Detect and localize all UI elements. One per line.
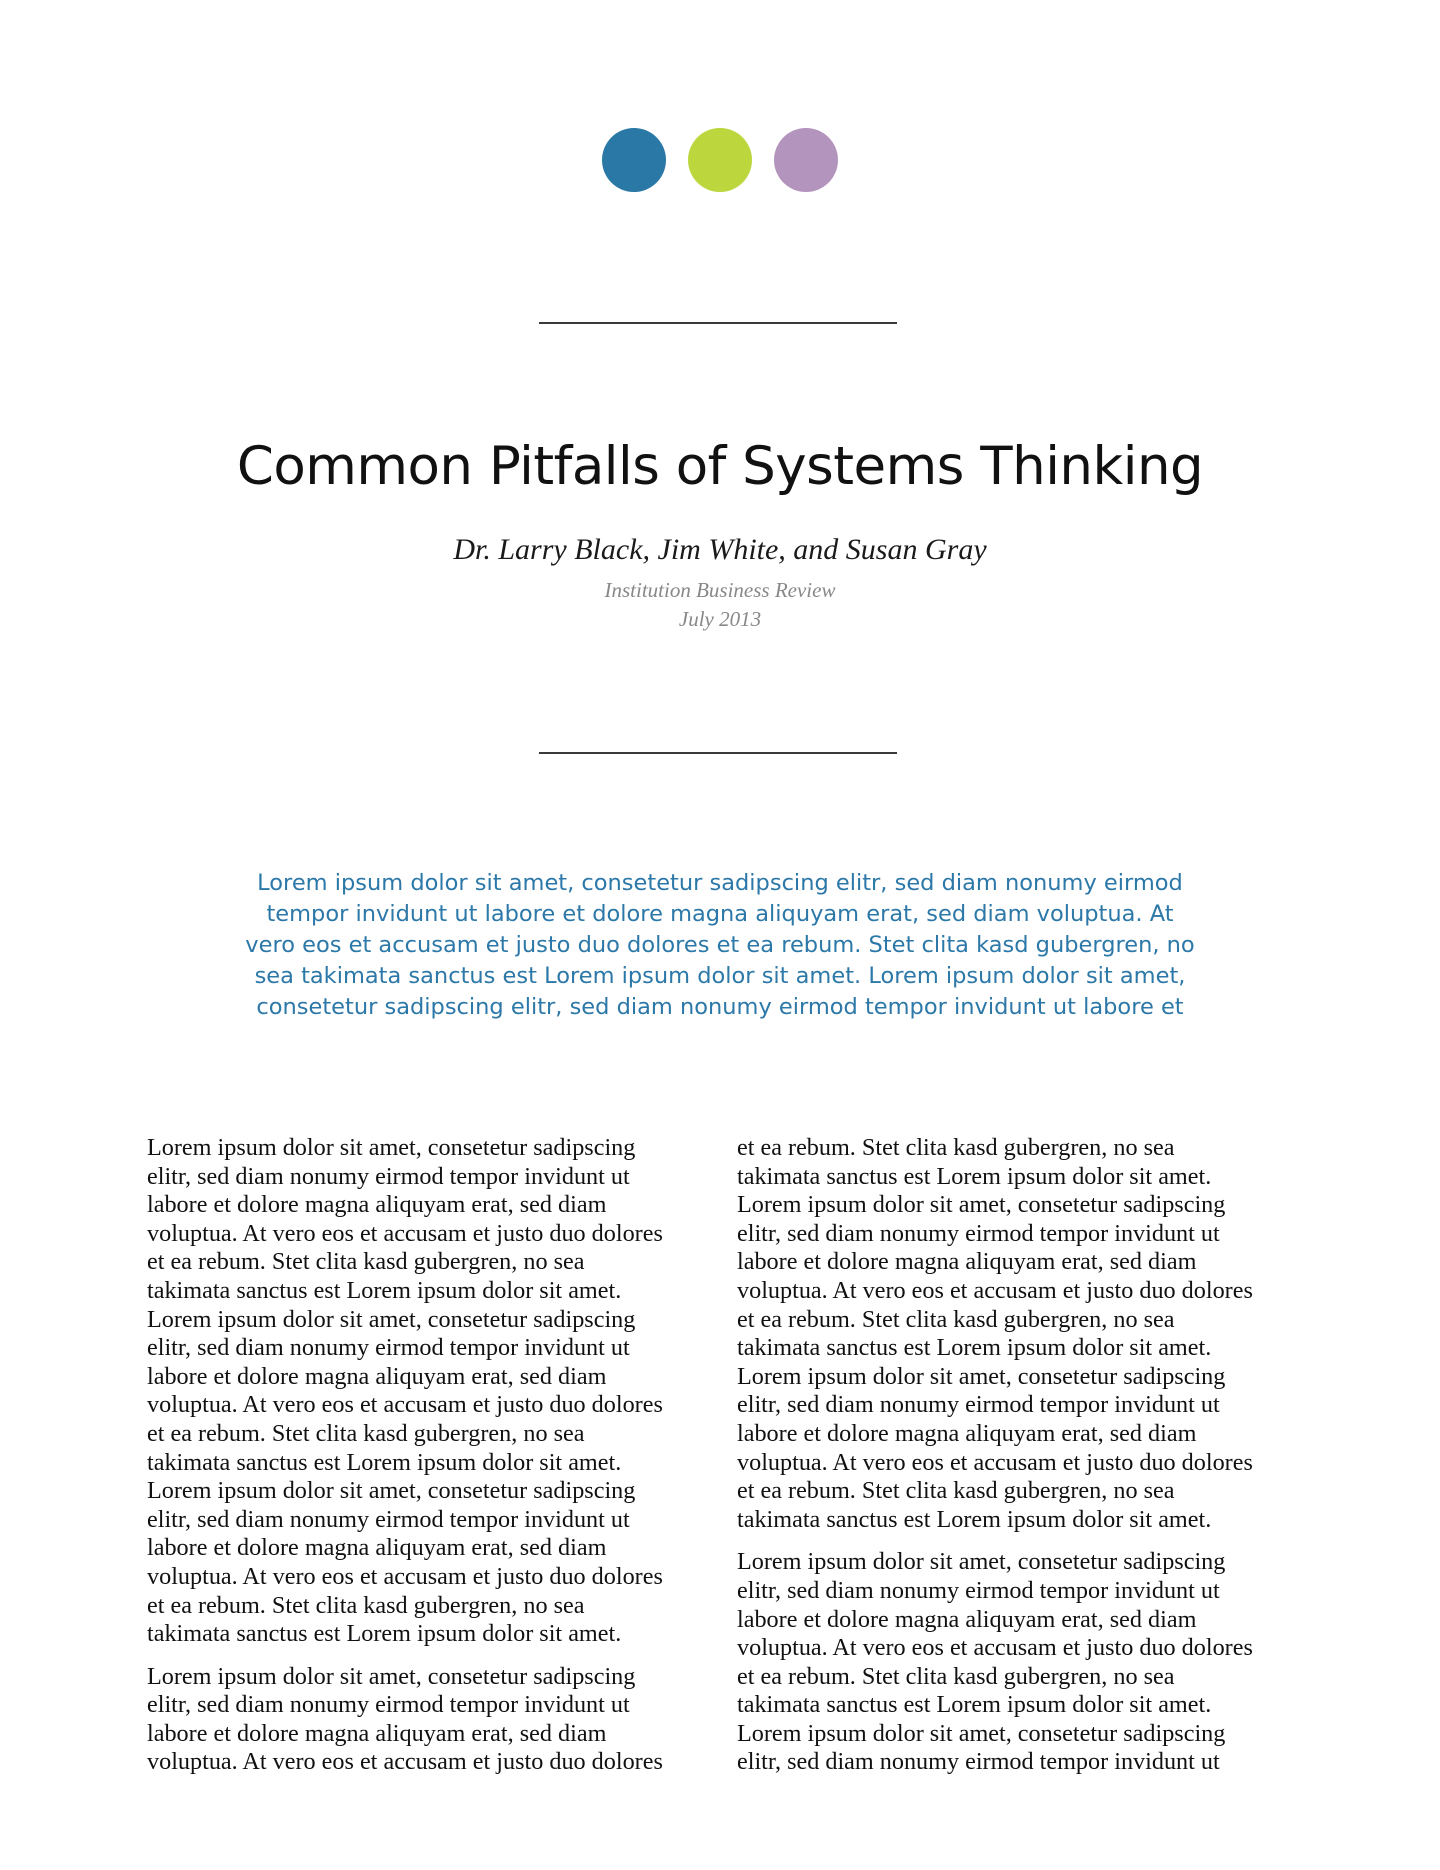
text-line: voluptua. At vero eos et accusam et justo duo dolores [147,1219,663,1247]
paragraph [147,1134,707,1649]
text-line: Lorem ipsum dolor sit amet, consetetur sadipscing [147,1477,636,1505]
text-line: Lorem ipsum dolor sit amet, consetetur sadipscing [737,1548,1226,1576]
paragraph-gap [147,1649,707,1663]
top-divider [539,322,897,324]
document-authors: Dr. Larry Black, Jim White, and Susan Gray [453,533,987,566]
text-line: voluptua. At vero eos et accusam et justo duo dolores [737,1276,1253,1304]
text-line: labore et dolore magna aliquyam erat, sed diam [147,1534,607,1562]
text-line: elitr, sed diam nonumy eirmod tempor invidunt ut [147,1334,630,1362]
body-column-right [737,1134,1297,1777]
text-line: Lorem ipsum dolor sit amet, consetetur sadipscing [147,1134,636,1161]
text-line: elitr, sed diam nonumy eirmod tempor invidunt ut [147,1505,630,1533]
text-line: takimata sanctus est Lorem ipsum dolor sit amet. [737,1334,1212,1362]
text-line: et ea rebum. Stet clita kasd gubergren, no sea [737,1662,1175,1690]
text-line: takimata sanctus est Lorem ipsum dolor sit amet. [737,1691,1212,1719]
abstract-line: vero eos et accusam et justo duo dolores et ea rebum. Stet clita kasd gubergren, no [245,932,1195,958]
text-line: et ea rebum. Stet clita kasd gubergren, no sea [147,1419,585,1447]
green-dot [688,128,752,192]
text-line: takimata sanctus est Lorem ipsum dolor sit amet. [737,1162,1212,1190]
abstract-line: tempor invidunt ut labore et dolore magna aliquyam erat, sed diam voluptua. At [266,901,1174,927]
text-line: takimata sanctus est Lorem ipsum dolor sit amet. [147,1448,622,1476]
text-line: labore et dolore magna aliquyam erat, sed diam [147,1362,607,1390]
text-line: labore et dolore magna aliquyam erat, sed diam [147,1719,607,1747]
text-line: et ea rebum. Stet clita kasd gubergren, no sea [737,1305,1175,1333]
text-line: voluptua. At vero eos et accusam et justo duo dolores [147,1562,663,1590]
text-line: labore et dolore magna aliquyam erat, sed diam [737,1248,1197,1276]
text-line: et ea rebum. Stet clita kasd gubergren, no sea [147,1248,585,1276]
text-line: Lorem ipsum dolor sit amet, consetetur sadipscing [737,1719,1226,1747]
decorative-dots [0,128,1440,192]
text-line: labore et dolore magna aliquyam erat, sed diam [147,1191,607,1219]
text-line: elitr, sed diam nonumy eirmod tempor invidunt ut [737,1391,1220,1419]
text-line: et ea rebum. Stet clita kasd gubergren, no sea [737,1477,1175,1505]
text-line: takimata sanctus est Lorem ipsum dolor sit amet. [147,1276,622,1304]
paragraph-gap [737,1534,1297,1548]
paragraph [737,1134,1297,1534]
text-line: voluptua. At vero eos et accusam et justo duo dolores [147,1748,663,1776]
purple-dot [774,128,838,192]
text-line: elitr, sed diam nonumy eirmod tempor invidunt ut [147,1691,630,1719]
publication-date: July 2013 [678,607,762,631]
text-line: elitr, sed diam nonumy eirmod tempor invidunt ut [147,1162,630,1190]
text-line: Lorem ipsum dolor sit amet, consetetur sadipscing [737,1191,1226,1219]
text-line: elitr, sed diam nonumy eirmod tempor invidunt ut [737,1748,1220,1776]
text-line: labore et dolore magna aliquyam erat, sed diam [737,1419,1197,1447]
text-line: Lorem ipsum dolor sit amet, consetetur sadipscing [147,1662,636,1690]
text-line: Lorem ipsum dolor sit amet, consetetur sadipscing [147,1305,636,1333]
text-line: elitr, sed diam nonumy eirmod tempor invidunt ut [737,1576,1220,1604]
text-line: et ea rebum. Stet clita kasd gubergren, no sea [737,1134,1175,1161]
text-line: elitr, sed diam nonumy eirmod tempor invidunt ut [737,1219,1220,1247]
document-title: Common Pitfalls of Systems Thinking [236,436,1204,497]
text-line: takimata sanctus est Lorem ipsum dolor sit amet. [737,1505,1212,1533]
text-line: voluptua. At vero eos et accusam et justo duo dolores [147,1391,663,1419]
paragraph [737,1548,1297,1777]
abstract-line: consetetur sadipscing elitr, sed diam nonumy eirmod tempor invidunt ut labore et [256,994,1184,1020]
paragraph [147,1663,707,1777]
abstract [215,868,1225,1023]
abstract-line: Lorem ipsum dolor sit amet, consetetur sadipscing elitr, sed diam nonumy eirmod [257,870,1183,896]
body-column-left [147,1134,707,1777]
text-line: et ea rebum. Stet clita kasd gubergren, no sea [147,1591,585,1619]
blue-dot [602,128,666,192]
text-line: labore et dolore magna aliquyam erat, sed diam [737,1605,1197,1633]
text-line: voluptua. At vero eos et accusam et justo duo dolores [737,1448,1253,1476]
abstract-line: sea takimata sanctus est Lorem ipsum dolor sit amet. Lorem ipsum dolor sit amet, [254,963,1186,989]
text-line: Lorem ipsum dolor sit amet, consetetur sadipscing [737,1362,1226,1390]
text-line: voluptua. At vero eos et accusam et justo duo dolores [737,1634,1253,1662]
text-line: takimata sanctus est Lorem ipsum dolor sit amet. [147,1620,622,1648]
publication-name: Institution Business Review [604,578,836,602]
bottom-divider [539,752,897,754]
